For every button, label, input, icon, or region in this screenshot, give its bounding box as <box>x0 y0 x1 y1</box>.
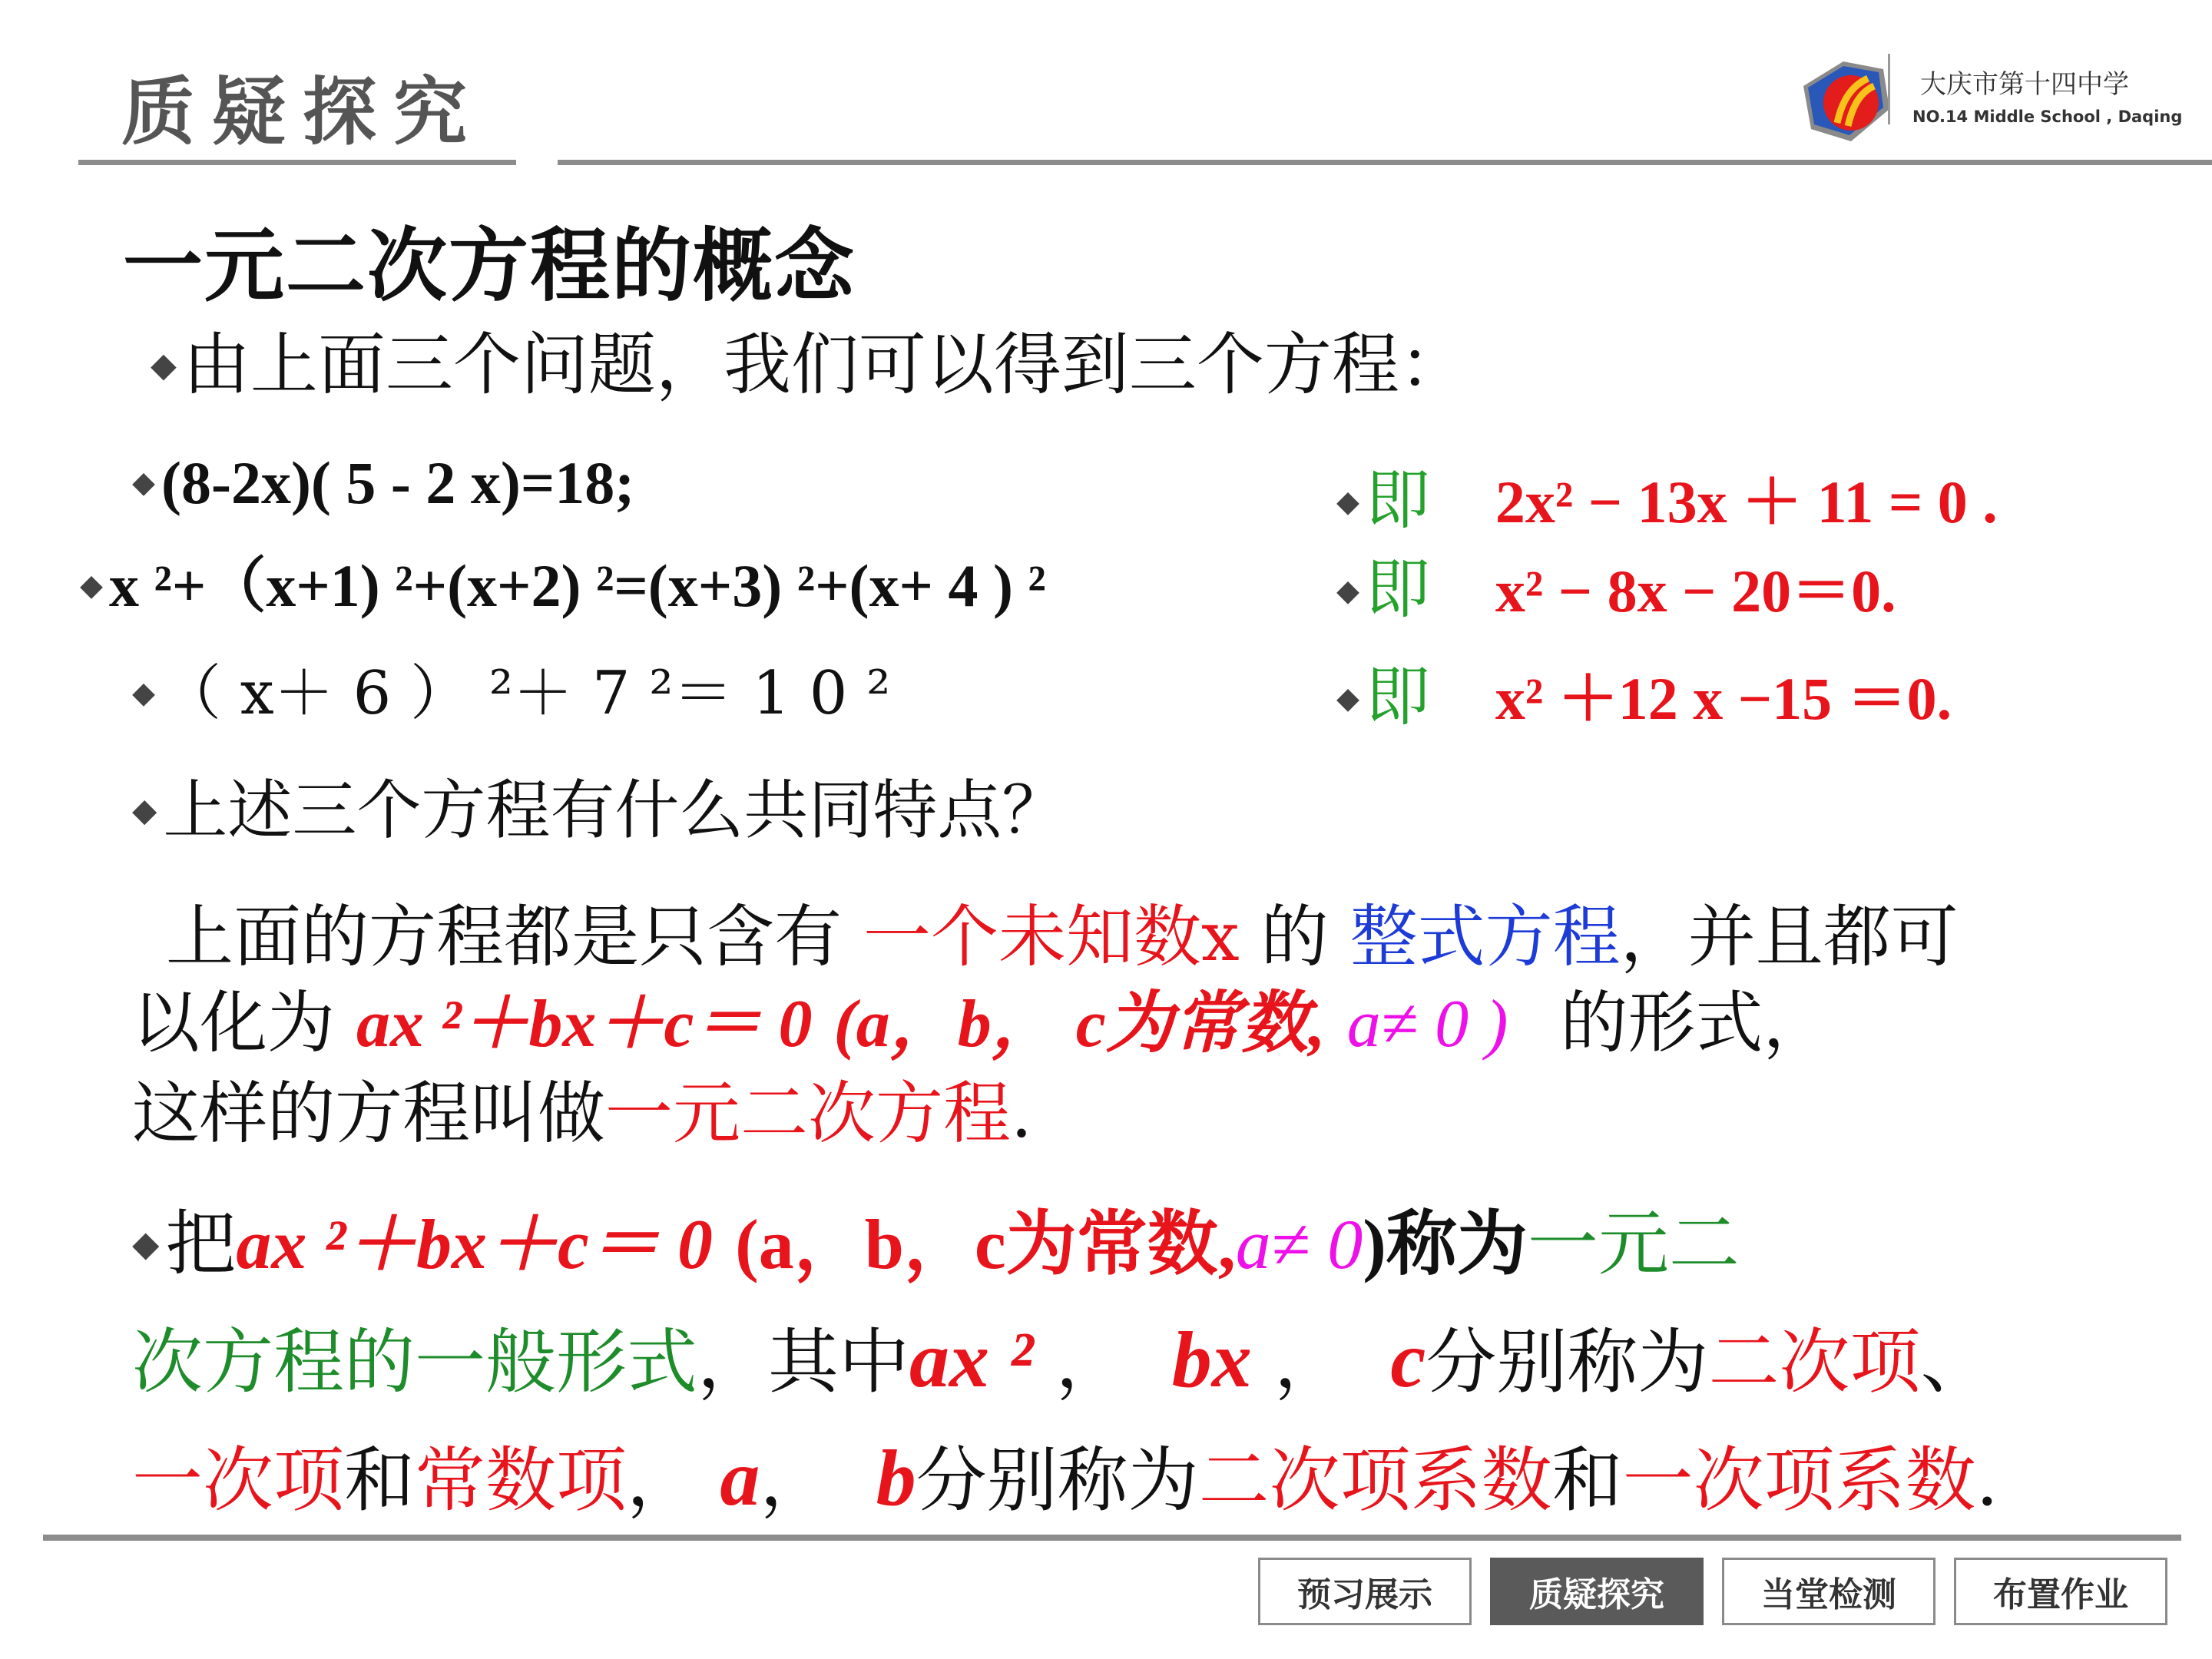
definition-line-3: 这样的方程叫做一元二次方程. <box>132 1074 1033 1153</box>
equation-2-simplified-row <box>1336 538 1896 631</box>
ji-label: 即 <box>1366 659 1431 734</box>
general-form-line-2: 次方程的一般形式，其中ax ² ， bx ， c分别称为二次项、 <box>132 1316 1992 1404</box>
nav-preview-button[interactable]: 预习展示 <box>1258 1558 1472 1625</box>
definition-line-1: 上面的方程都是只含有 一个未知数x 的 整式方程，并且都可 <box>166 897 1959 976</box>
header-title: 质疑探究 <box>121 69 484 155</box>
constant-term: c <box>1390 1316 1426 1404</box>
header-underline-left <box>78 160 516 165</box>
coefficient-b: b <box>876 1434 916 1522</box>
section-title: 一元二次方程的概念 <box>123 219 856 313</box>
school-logo <box>1797 55 1899 146</box>
ji-label: 即 <box>1366 551 1431 627</box>
a-nonzero-condition-2: a≠ 0 <box>1235 1205 1363 1283</box>
school-name-cn: 大庆市第十四中学 <box>1920 69 2129 100</box>
diamond-bullet-icon: ◆ <box>132 791 157 830</box>
definition-line-2: 以化为 ax ²＋bx＋c＝ 0 (a，b， c为常数, a≠ 0 ) 的形式， <box>132 983 1831 1062</box>
footer-divider <box>43 1535 2181 1541</box>
diamond-bullet-icon: ◆ <box>1336 485 1359 520</box>
diamond-bullet-icon: ◆ <box>1336 681 1359 717</box>
one-unknown-highlight: 一个未知数x <box>863 897 1240 976</box>
equation-1-simplified-row <box>1336 449 1998 541</box>
diamond-bullet-icon: ◆ <box>80 569 103 603</box>
diamond-bullet-icon: ◆ <box>1336 574 1359 609</box>
general-form-term-start: 一元二 <box>1527 1203 1740 1285</box>
constant-term-label: 常数项 <box>415 1439 628 1522</box>
nav-inquiry-button[interactable]: 质疑探究 <box>1490 1558 1704 1625</box>
quadratic-term: ax ² <box>909 1316 1034 1404</box>
a-nonzero-condition: a≠ 0 ) <box>1346 987 1508 1061</box>
nav-test-button[interactable]: 当堂检测 <box>1722 1558 1936 1625</box>
intro-text: 由上面三个问题，我们可以得到三个方程： <box>182 325 1467 404</box>
equation-3-simplified: x² ＋12 x −15 ＝0. <box>1495 665 1952 732</box>
equation-1-original: ◆ (8-2x)( 5 - 2 x)=18; <box>132 449 635 516</box>
equation-2-original: ◆ x ²+（x+1) ²+(x+2) ²=(x+3) ²+(x+ 4 ) ² <box>80 552 1046 619</box>
quadratic-equation-term: 一元二次方程 <box>605 1074 1012 1153</box>
general-form-line-1: ◆把ax ²＋bx＋c＝ 0 (a，b，c为常数,a≠ 0)称为一元二 <box>132 1203 1740 1285</box>
equation-3-simplified-row <box>1336 645 1952 738</box>
school-name-en: NO.14 Middle School , Daqing <box>1912 108 2183 126</box>
general-form-formula: ax ²＋bx＋c＝ 0 <box>236 1205 713 1283</box>
diamond-bullet-icon: ◆ <box>132 1222 160 1264</box>
question-text: 上述三个方程有什么共同特点？ <box>163 773 1067 848</box>
coefficient-condition: (a，b， c为常数, <box>833 987 1326 1061</box>
nav-homework-button[interactable]: 布置作业 <box>1954 1558 2167 1625</box>
linear-coefficient-label: 一次项系数 <box>1622 1439 1976 1522</box>
quadratic-coefficient-label: 二次项系数 <box>1198 1439 1552 1522</box>
coefficient-a: a <box>720 1434 760 1522</box>
general-form-line-3: 一次项和常数项， a， b分别称为二次项系数和一次项系数. <box>132 1434 1998 1522</box>
linear-term-label: 一次项 <box>132 1439 345 1522</box>
question-line <box>132 759 1066 852</box>
diamond-bullet-icon: ◆ <box>132 466 155 500</box>
equation-1-simplified: 2x² − 13x ＋ 11 = 0 . <box>1495 469 1998 535</box>
linear-term: bx <box>1171 1316 1252 1404</box>
general-form-term: 次方程的一般形式 <box>132 1321 698 1403</box>
coefficient-condition-2: (a，b，c为常数, <box>735 1205 1236 1283</box>
quadratic-term-label: 二次项 <box>1708 1321 1921 1403</box>
logo-divider <box>1888 54 1890 124</box>
ji-label: 即 <box>1366 462 1431 538</box>
diamond-bullet-icon: ◆ <box>151 345 177 385</box>
equation-3-original: ◆ （ x＋ 6 ） ²＋ 7 ²＝ 1 0 ² <box>132 659 891 728</box>
equation-2-simplified: x² − 8x − 20＝0. <box>1495 558 1896 624</box>
polynomial-equation-term: 整式方程 <box>1349 897 1621 976</box>
intro-line <box>151 311 1467 408</box>
diamond-bullet-icon: ◆ <box>132 676 155 711</box>
standard-form-formula: ax ²＋bx＋c＝ 0 <box>356 987 813 1061</box>
header-underline-right <box>558 160 2212 165</box>
